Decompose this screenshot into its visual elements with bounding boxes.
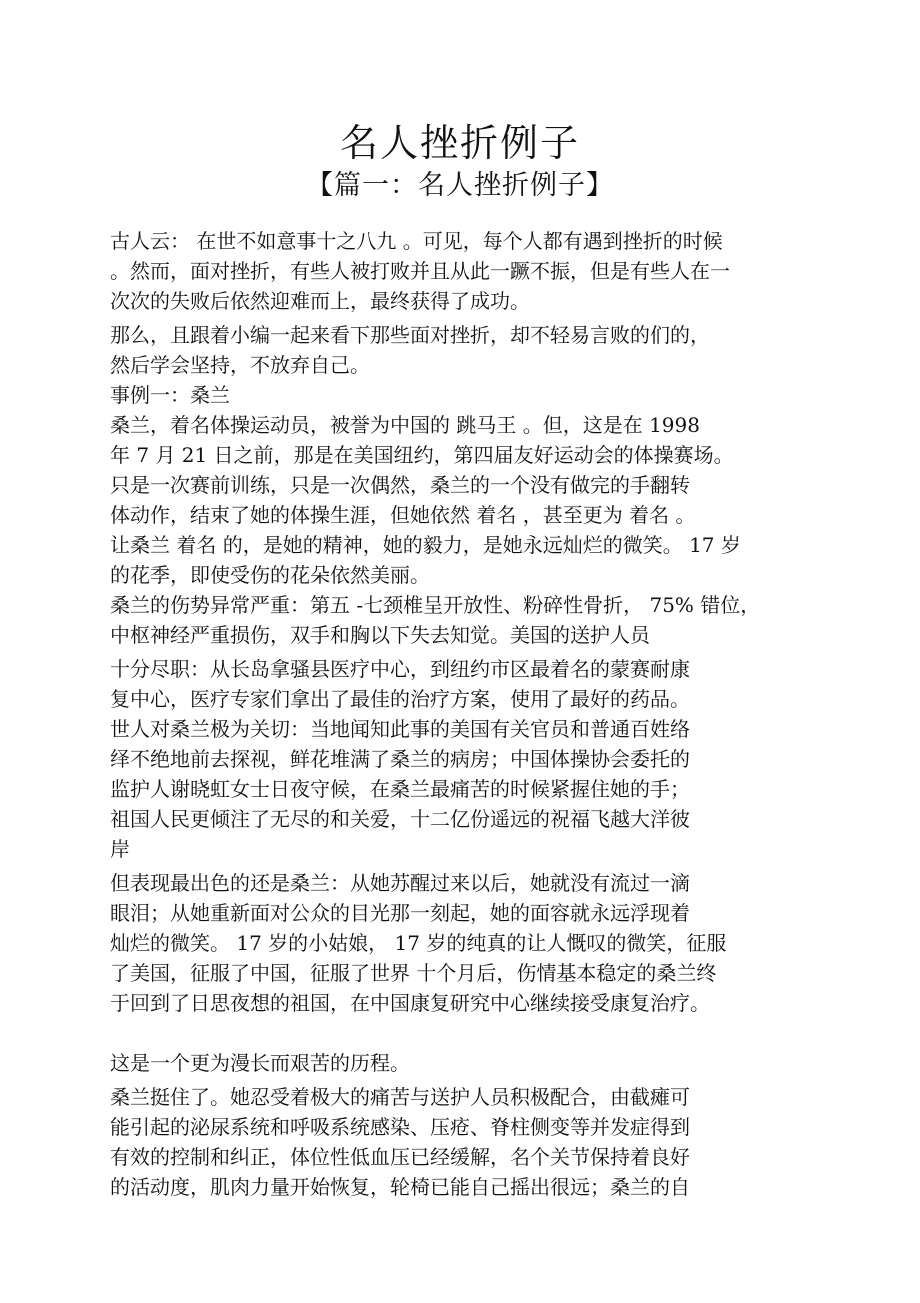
body-line: 事例一：桑兰 [110,383,230,407]
body-line: 祖国人民更倾注了无尽的和关爱，十二亿份遥远的祝福飞越大洋彼 [110,807,690,831]
body-line: 的活动度，肌肉力量开始恢复，轮椅已能自己摇出很远；桑兰的自 [110,1175,690,1199]
body-line: 的花季，即使受伤的花朵依然美丽。 [110,563,430,587]
body-line: 让桑兰 着名 的，是她的精神，她的毅力，是她永远灿烂的微笑。 17 岁 [110,533,741,557]
body-line: 桑兰的伤势异常严重：第五 -七颈椎呈开放性、粉碎性骨折， 75% 错位， [110,593,761,617]
body-line: 世人对桑兰极为关切：当地闻知此事的美国有关官员和普通百姓络 [110,717,690,741]
document-subtitle: 【篇一：名人挫折例子】 [306,170,614,201]
body-line: 绎不绝地前去探视，鲜花堆满了桑兰的病房；中国体操协会委托的 [110,747,690,771]
body-line: 桑兰，着名体操运动员，被誉为中国的 跳马王 。但，这是在 1998 [110,413,700,437]
body-line: 十分尽职：从长岛拿骚县医疗中心，到纽约市区最着名的蒙赛耐康 [110,657,690,681]
body-line: 但表现最出色的还是桑兰：从她苏醒过来以后，她就没有流过一滴 [110,871,690,895]
body-line: 只是一次赛前训练，只是一次偶然，桑兰的一个没有做完的手翻转 [110,473,690,497]
body-line: 于回到了日思夜想的祖国，在中国康复研究中心继续接受康复治疗。 [110,991,710,1015]
body-line: 眼泪；从她重新面对公众的目光那一刻起，她的面容就永远浮现着 [110,901,690,925]
body-line: 体动作，结束了她的体操生涯，但她依然 着名 ，甚至更为 着名 。 [110,503,696,527]
body-line: 了美国，征服了中国，征服了世界 十个月后，伤情基本稳定的桑兰终 [110,961,717,985]
body-line: 岸 [110,837,130,861]
body-line: 中枢神经严重损伤，双手和胸以下失去知觉。美国的送护人员 [110,623,650,647]
document-title: 名人挫折例子 [339,121,580,165]
body-line: 年 7 月 21 日之前，那是在美国纽约，第四届友好运动会的体操赛场。 [110,443,734,467]
body-line: 监护人谢晓虹女士日夜守候，在桑兰最痛苦的时候紧握住她的手； [110,777,690,801]
body-line: 然后学会坚持，不放弃自己。 [110,353,370,377]
body-line: 能引起的泌尿系统和呼吸系统感染、压疮、脊柱侧变等并发症得到 [110,1115,690,1139]
body-line: 那么，且跟着小编一起来看下那些面对挫折，却不轻易言败的们的， [110,323,710,347]
body-line: 次次的失败后依然迎难而上，最终获得了成功。 [110,289,530,313]
body-line: 复中心，医疗专家们拿出了最佳的治疗方案，使用了最好的药品。 [110,687,690,711]
body-line: 桑兰挺住了。她忍受着极大的痛苦与送护人员积极配合，由截瘫可 [110,1085,690,1109]
body-line: 这是一个更为漫长而艰苦的历程。 [110,1051,410,1075]
body-line: 古人云： 在世不如意事十之八九 。可见，每个人都有遇到挫折的时候 [110,229,723,253]
body-line: 有效的控制和纠正，体位性低血压已经缓解，名个关节保持着良好 [110,1145,690,1169]
body-line: 灿烂的微笑。 17 岁的小姑娘， 17 岁的纯真的让人慨叹的微笑，征服 [110,931,727,955]
body-line: 。然而，面对挫折，有些人被打败并且从此一蹶不振，但是有些人在一 [110,259,730,283]
document-body [110,226,810,1202]
